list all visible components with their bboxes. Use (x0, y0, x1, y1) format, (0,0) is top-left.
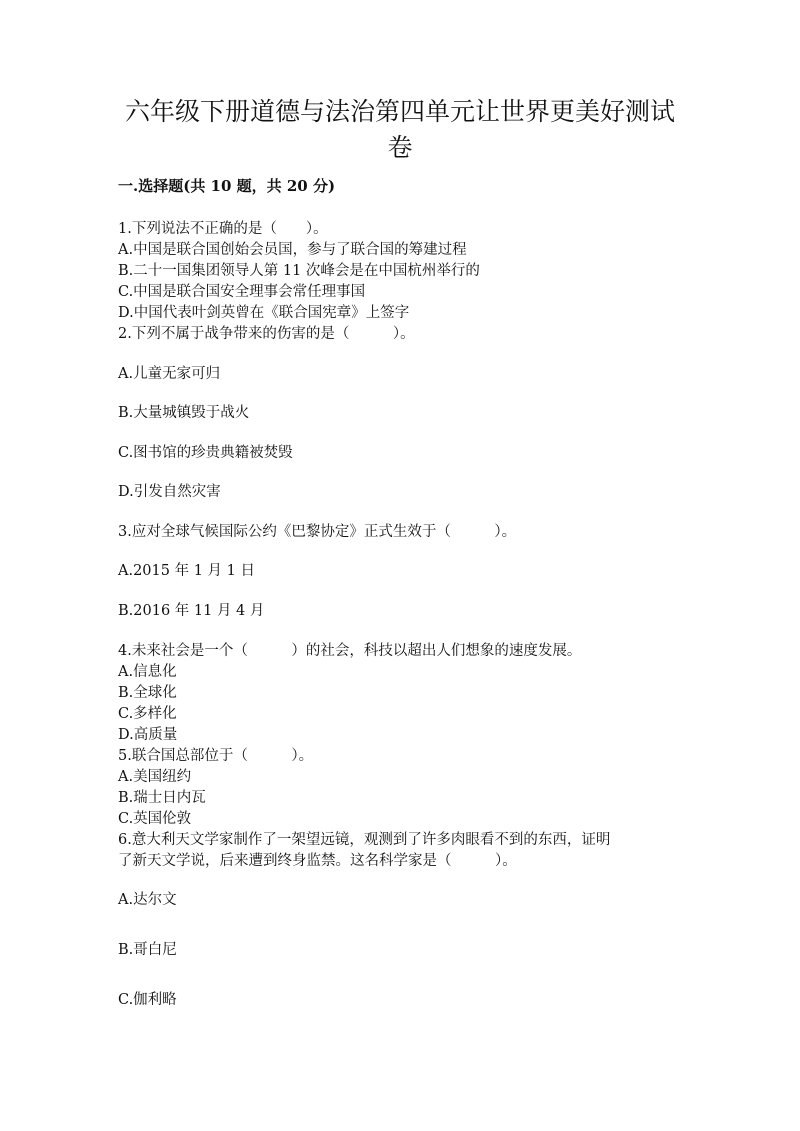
question-5-option-b: B.瑞士日内瓦 (118, 790, 206, 806)
question-4-option-d: D.高质量 (118, 727, 178, 743)
question-2-option-a: A.儿童无家可归 (118, 366, 221, 382)
question-5-option-a: A.美国纽约 (118, 769, 192, 785)
question-4-option-b: B.全球化 (118, 685, 177, 701)
question-5-stem: 5.联合国总部位于（ ）。 (118, 748, 314, 764)
title-line-1: 六年级下册道德与法治第四单元让世界更美好测试 (124, 97, 675, 126)
question-2-option-b: B.大量城镇毁于战火 (118, 405, 250, 421)
question-6-option-b: B.哥白尼 (118, 942, 177, 958)
question-5-option-c: C.英国伦敦 (118, 811, 192, 827)
title-line-2: 卷 (387, 133, 413, 162)
question-1-option-a: A.中国是联合国创始会员国，参与了联合国的筹建过程 (118, 242, 467, 258)
question-1-option-c: C.中国是联合国安全理事会常任理事国 (118, 284, 366, 300)
question-4-stem: 4.未来社会是一个（ ）的社会，科技以超出人们想象的速度发展。 (118, 643, 582, 659)
question-3-option-b: B.2016 年 11 月 4 月 (118, 603, 265, 619)
question-1-stem: 1.下列说法不正确的是（ ）。 (118, 221, 328, 237)
question-4-option-c: C.多样化 (118, 706, 177, 722)
question-2-option-d: D.引发自然灾害 (118, 484, 221, 500)
question-6-option-a: A.达尔文 (118, 892, 177, 908)
section-heading: 一.选择题(共 10 题，共 20 分) (118, 177, 336, 195)
page-title (110, 94, 690, 166)
question-2-option-c: C.图书馆的珍贵典籍被焚毁 (118, 445, 293, 461)
question-1-option-b: B.二十一国集团领导人第 11 次峰会是在中国杭州举行的 (118, 263, 480, 279)
question-1-option-d: D.中国代表叶剑英曾在《联合国宪章》上签字 (118, 305, 410, 321)
question-3-stem: 3.应对全球气候国际公约《巴黎协定》正式生效于（ ）。 (118, 524, 517, 540)
question-2-stem: 2.下列不属于战争带来的伤害的是（ ）。 (118, 326, 415, 342)
question-4-option-a: A.信息化 (118, 664, 177, 680)
question-3-option-a: A.2015 年 1 月 1 日 (118, 563, 255, 579)
question-6-stem-line-2: 了新天文学说，后来遭到终身监禁。这名科学家是（ ）。 (118, 853, 517, 869)
question-6-stem-line-1: 6.意大利天文学家制作了一架望远镜，观测到了许多肉眼看不到的东西，证明 (118, 832, 611, 848)
question-6-option-c: C.伽利略 (118, 992, 177, 1008)
